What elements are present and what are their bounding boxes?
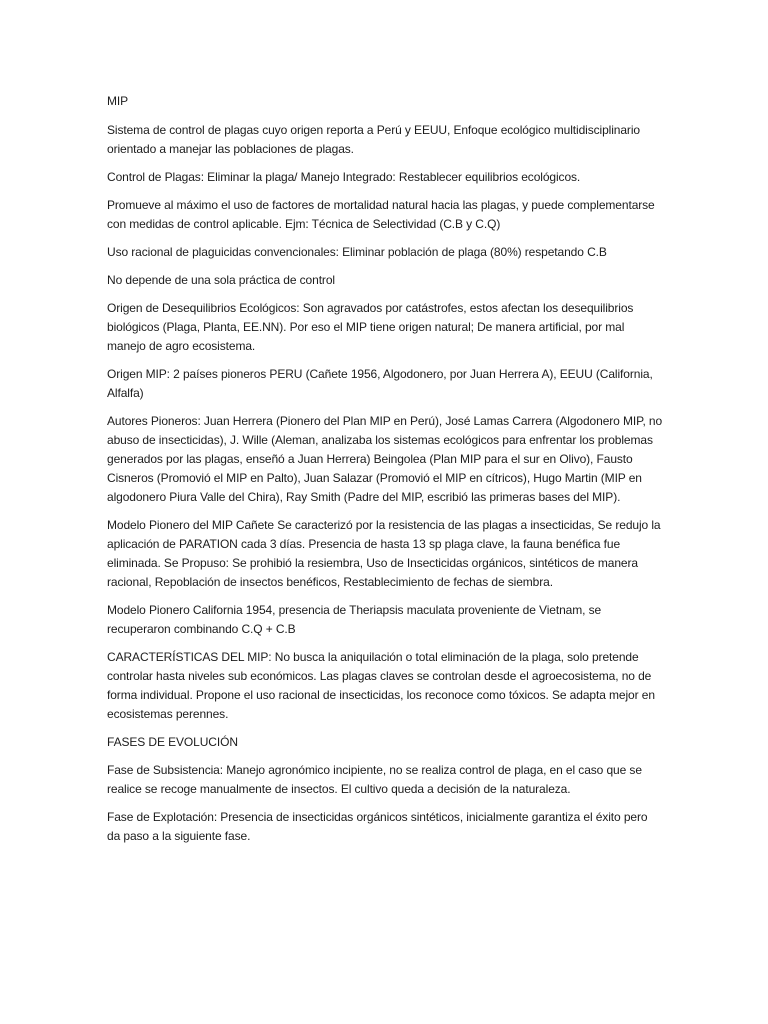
paragraph-autores-pioneros: Autores Pioneros: Juan Herrera (Pionero del Plan MIP en Perú), José Lamas Carrera (Algodonero MIP, no abuso de insecticidas), J. Wille (Aleman, analizaba los sistemas ecológicos para enfrentar los problemas generados por las plagas, enseñó a Juan Herrera) Beingolea (Plan MIP para el sur en Olivo), Fausto Cisneros (Promovió el MIP en Palto), Juan Salazar (Promovió el MIP en cítricos), Hugo Martin (MIP en algodonero Piura Valle del Chira), Ray Smith (Padre del MIP, escribió las primeras bases del MIP). — [107, 414, 663, 504]
document-title: MIP — [107, 94, 129, 108]
section-heading-fases: FASES DE EVOLUCIÓN — [107, 735, 238, 749]
paragraph-uso-racional: Uso racional de plaguicidas convencionales: Eliminar población de plaga (80%) respetando C.B — [107, 245, 607, 259]
paragraph-caracteristicas: CARACTERÍSTICAS DEL MIP: No busca la aniquilación o total eliminación de la plaga, solo pretende controlar hasta niveles sub económicos. Las plagas claves se controlan desde el agroecosistema, no de forma individual. Propone el uso racional de insecticidas, los reconoce como tóxicos. Se adapta mejor en ecosistemas perennes. — [107, 650, 655, 721]
paragraph-modelo-california: Modelo Pionero California 1954, presencia de Theriapsis maculata proveniente de Vietnam, se recuperaron combinando C.Q + C.B — [107, 603, 602, 636]
paragraph-origen-desequilibrios: Origen de Desequilibrios Ecológicos: Son agravados por catástrofes, estos afectan los desequilibrios biológicos (Plaga, Planta, EE.NN). Por eso el MIP tiene origen natural; De manera artificial, por mal manejo de agro ecosistema. — [107, 301, 634, 353]
paragraph-modelo-canete: Modelo Pionero del MIP Cañete Se caracterizó por la resistencia de las plagas a insecticidas, Se redujo la aplicación de PARATION cada 3 días. Presencia de hasta 13 sp plaga clave, la fauna benéfica fue eliminada. Se Propuso: Se prohibió la resiembra, Uso de Insecticidas orgánicos, sintéticos de manera racional, Repoblación de insectos benéficos, Restablecimiento de fechas de siembra. — [107, 518, 661, 589]
paragraph-promueve: Promueve al máximo el uso de factores de mortalidad natural hacia las plagas, y puede complementarse con medidas de control aplicable. Ejm: Técnica de Selectividad (C.B y C.Q) — [107, 198, 655, 231]
paragraph-fase-explotacion: Fase de Explotación: Presencia de insecticidas orgánicos sintéticos, inicialmente garantiza el éxito pero da paso a la siguiente fase. — [107, 810, 648, 843]
paragraph-no-depende: No depende de una sola práctica de control — [107, 273, 335, 287]
paragraph-definition: Sistema de control de plagas cuyo origen reporta a Perú y EEUU, Enfoque ecológico multidisciplinario orientado a manejar las poblaciones de plagas. — [107, 123, 640, 156]
paragraph-fase-subsistencia: Fase de Subsistencia: Manejo agronómico incipiente, no se realiza control de plaga, en el caso que se realice se recoge manualmente de insectos. El cultivo queda a decisión de la naturaleza. — [107, 763, 642, 796]
paragraph-origen-mip: Origen MIP: 2 países pioneros PERU (Cañete 1956, Algodonero, por Juan Herrera A), EEUU (California, Alfalfa) — [107, 367, 653, 400]
document-body — [107, 92, 663, 855]
paragraph-control-plagas: Control de Plagas: Eliminar la plaga/ Manejo Integrado: Restablecer equilibrios ecológicos. — [107, 170, 581, 184]
